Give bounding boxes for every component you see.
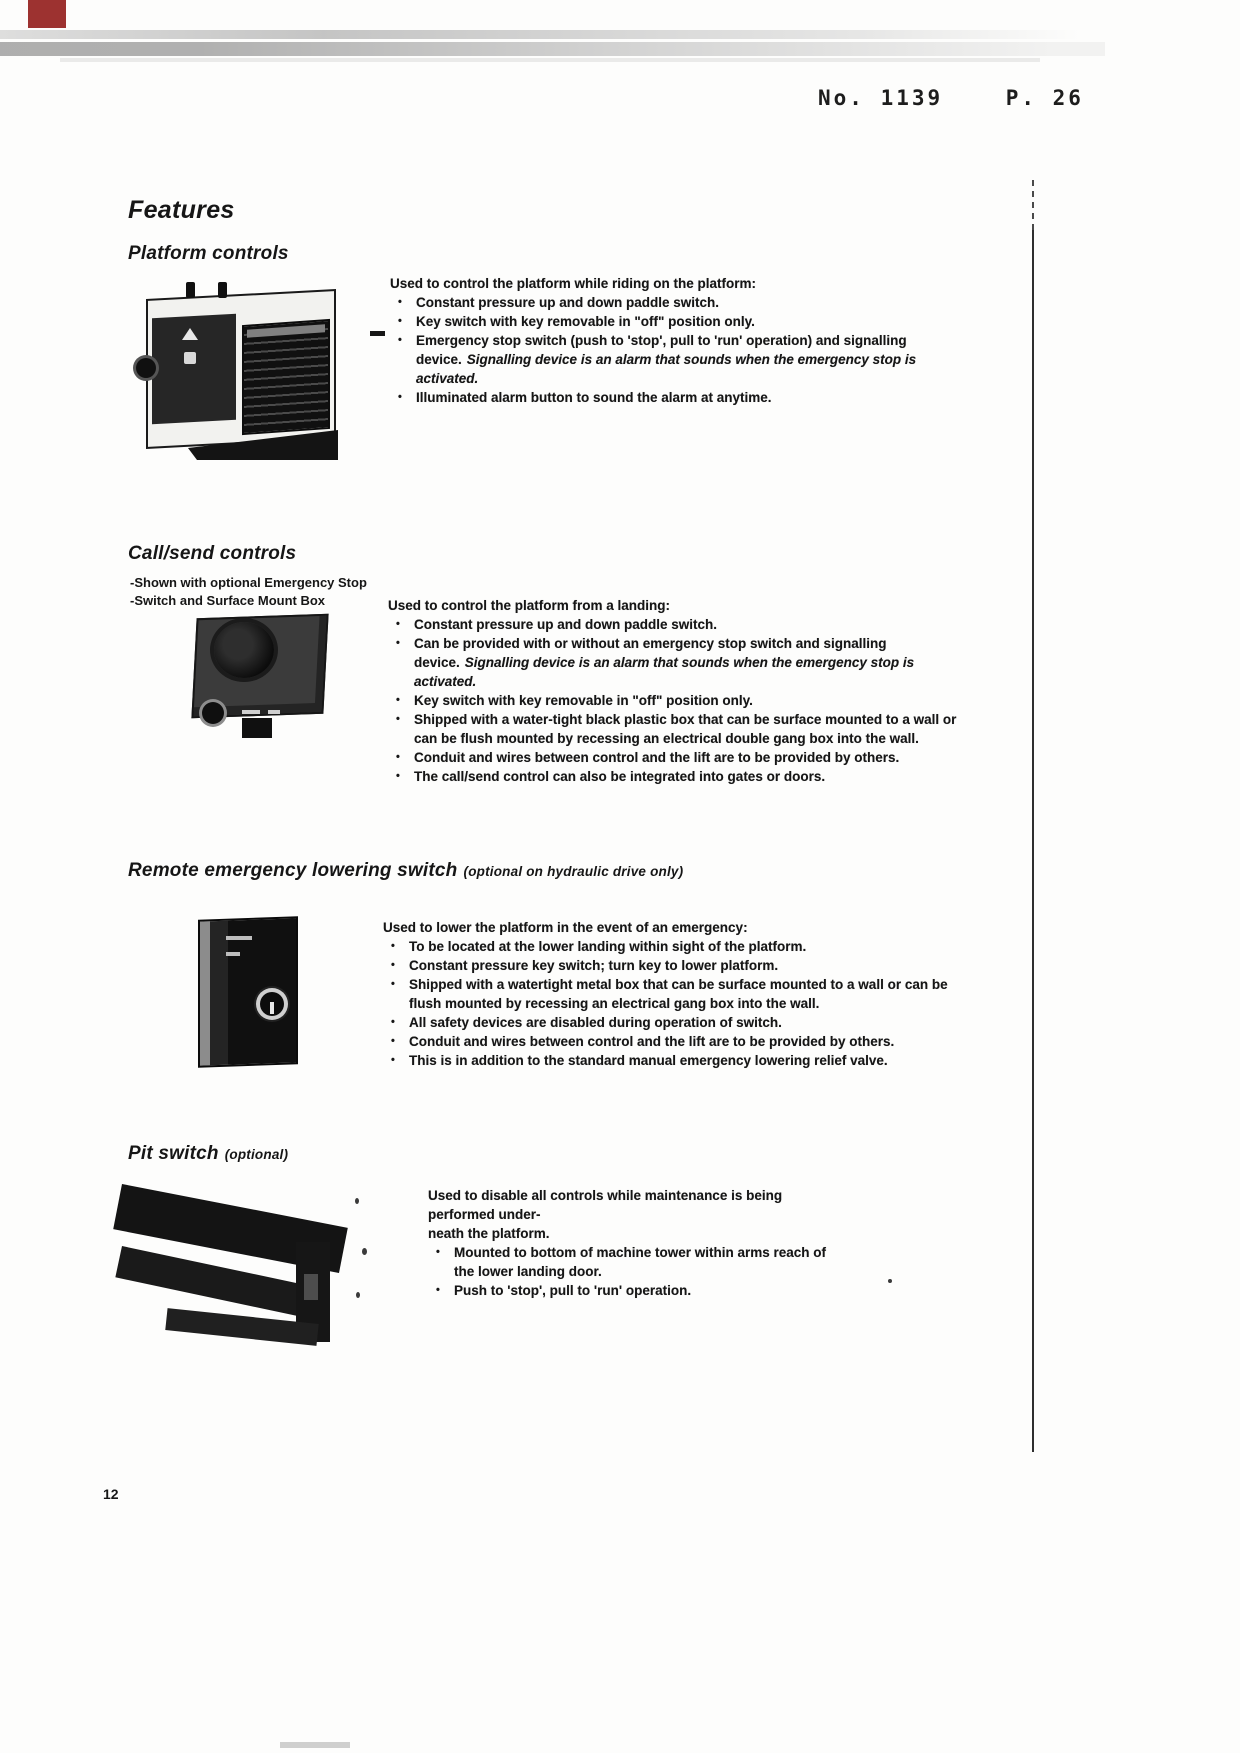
bullet-italic-note: Signalling device is an alarm that sounds when the emergency stop is activated. [416, 352, 917, 386]
photo-mount-tab [242, 718, 272, 738]
bullet-item [383, 956, 958, 975]
section-intro [428, 1186, 826, 1243]
photo-label-mark [268, 710, 280, 714]
photo-label-mark [226, 936, 252, 940]
section-text-call-send-controls [388, 596, 963, 786]
section-heading-suffix: (optional on hydraulic drive only) [463, 864, 684, 879]
intro-line: Used to disable all controls while maintenance is being performed under- [428, 1188, 783, 1222]
photo-key-slot-shape [270, 1002, 274, 1014]
photo-bolt-shape [218, 282, 227, 298]
scan-streak [0, 42, 1105, 56]
bullet-list [388, 615, 963, 786]
bullet-text: Illuminated alarm button to sound the alarm at anytime. [416, 390, 772, 405]
scan-corner-mark [28, 0, 66, 28]
photo-switch-face [304, 1274, 318, 1300]
bullet-item [390, 388, 955, 407]
photo-button-shape [184, 352, 196, 364]
bullet-item [383, 975, 958, 1013]
up-arrow-shape [182, 328, 198, 340]
photo-bolt-shape [186, 282, 195, 298]
intro-line: neath the platform. [428, 1226, 550, 1241]
bullet-item [428, 1281, 826, 1300]
call-send-controls-photo [184, 612, 330, 738]
bullet-text: Shipped with a water-tight black plastic box that can be surface mounted to a wall or can be flush mounted by recessing an electrical double gang box into the wall. [414, 712, 957, 746]
bullet-text: This is in addition to the standard manual emergency lowering relief valve. [409, 1053, 888, 1068]
bullet-text: The call/send control can also be integrated into gates or doors. [414, 769, 826, 784]
bullet-list [390, 293, 955, 407]
bullet-item [388, 767, 963, 786]
section-heading-text: Call/send controls [128, 543, 297, 564]
bullet-item [390, 312, 955, 331]
scan-streak [60, 58, 1040, 62]
bullet-item [388, 615, 963, 634]
remote-emergency-lowering-switch-photo [188, 912, 310, 1072]
photo-label-mark [242, 710, 260, 714]
section-text-platform-controls [390, 274, 955, 407]
page-edge-line [1032, 230, 1034, 1452]
photo-paddle-knob-shape [214, 622, 274, 678]
page-edge-dashes [1032, 180, 1034, 230]
bullet-item [388, 748, 963, 767]
fax-page-header: No. 1139 P. 26 [818, 86, 1084, 110]
bullet-item [383, 1013, 958, 1032]
section-intro [390, 274, 955, 293]
bullet-list [428, 1243, 826, 1300]
photo-label-mark [226, 952, 240, 956]
section-heading-platform-controls [128, 243, 289, 265]
subtitle-line: -Switch and Surface Mount Box [130, 593, 326, 608]
scan-smudge [280, 1742, 350, 1748]
bullet-text: Constant pressure key switch; turn key to lower platform. [409, 958, 779, 973]
platform-controls-photo [130, 280, 338, 460]
bullet-text: To be located at the lower landing within sight of the platform. [409, 939, 807, 954]
page-title: Features [128, 196, 235, 224]
bullet-item [388, 691, 963, 710]
bullet-text: Constant pressure up and down paddle switch. [414, 617, 718, 632]
photo-plate-header [247, 324, 325, 337]
scan-speck [888, 1279, 892, 1283]
bullet-item [383, 1051, 958, 1070]
section-intro [388, 596, 963, 615]
section-heading-text: Platform controls [128, 243, 289, 264]
scan-speck [370, 331, 385, 336]
section-intro [383, 918, 958, 937]
bullet-italic-note: Signalling device is an alarm that sounds when the emergency stop is activated. [414, 655, 915, 689]
section-heading-suffix: (optional) [224, 1147, 289, 1162]
scan-streak [0, 30, 1080, 39]
photo-key-switch-shape [202, 702, 224, 724]
section-heading-text: Pit switch [128, 1143, 219, 1164]
pit-switch-photo [122, 1178, 364, 1348]
section-heading-remote-emergency-lowering-switch [128, 860, 683, 882]
bullet-item [390, 331, 955, 388]
bullet-item [428, 1243, 826, 1281]
section-text-remote-emergency-lowering-switch [383, 918, 958, 1070]
bullet-text: Constant pressure up and down paddle switch. [416, 295, 720, 310]
bullet-text: Conduit and wires between control and the lift are to be provided by others. [414, 750, 900, 765]
bullet-text: Shipped with a watertight metal box that can be surface mounted to a wall or can be flush mounted by recessing an electrical gang box into the wall. [409, 977, 948, 1011]
bullet-text: Can be provided with or without an emergency stop switch and signalling device. [414, 636, 887, 670]
bullet-item [390, 293, 955, 312]
section-subtitle [130, 574, 367, 610]
section-heading-pit-switch [128, 1143, 288, 1165]
bullet-item [388, 710, 963, 748]
section-text-pit-switch [428, 1186, 826, 1300]
photo-label-plate [242, 319, 330, 435]
bullet-text: Conduit and wires between control and the lift are to be provided by others. [409, 1034, 895, 1049]
intro-line: Used to control the platform from a landing: [388, 598, 671, 613]
bullet-item [388, 634, 963, 691]
intro-line: Used to lower the platform in the event of an emergency: [383, 920, 748, 935]
photo-knob-shape [136, 358, 156, 378]
subtitle-line: -Shown with optional Emergency Stop [130, 575, 367, 590]
intro-line: Used to control the platform while riding on the platform: [390, 276, 756, 291]
bullet-text: All safety devices are disabled during operation of switch. [409, 1015, 782, 1030]
bullet-text: Emergency stop switch (push to 'stop', pull to 'run' operation) and signalling device. [416, 333, 907, 367]
bullet-text: Push to 'stop', pull to 'run' operation. [454, 1283, 692, 1298]
section-heading-call-send-controls [128, 543, 296, 565]
bullet-item [383, 937, 958, 956]
page-number: 12 [103, 1486, 119, 1502]
bullet-text: Key switch with key removable in "off" position only. [414, 693, 753, 708]
bullet-item [383, 1032, 958, 1051]
section-heading-text: Remote emergency lowering switch [128, 860, 458, 881]
bullet-text: Mounted to bottom of machine tower within arms reach of the lower landing door. [454, 1245, 827, 1279]
bullet-list [383, 937, 958, 1070]
bullet-text: Key switch with key removable in "off" position only. [416, 314, 755, 329]
